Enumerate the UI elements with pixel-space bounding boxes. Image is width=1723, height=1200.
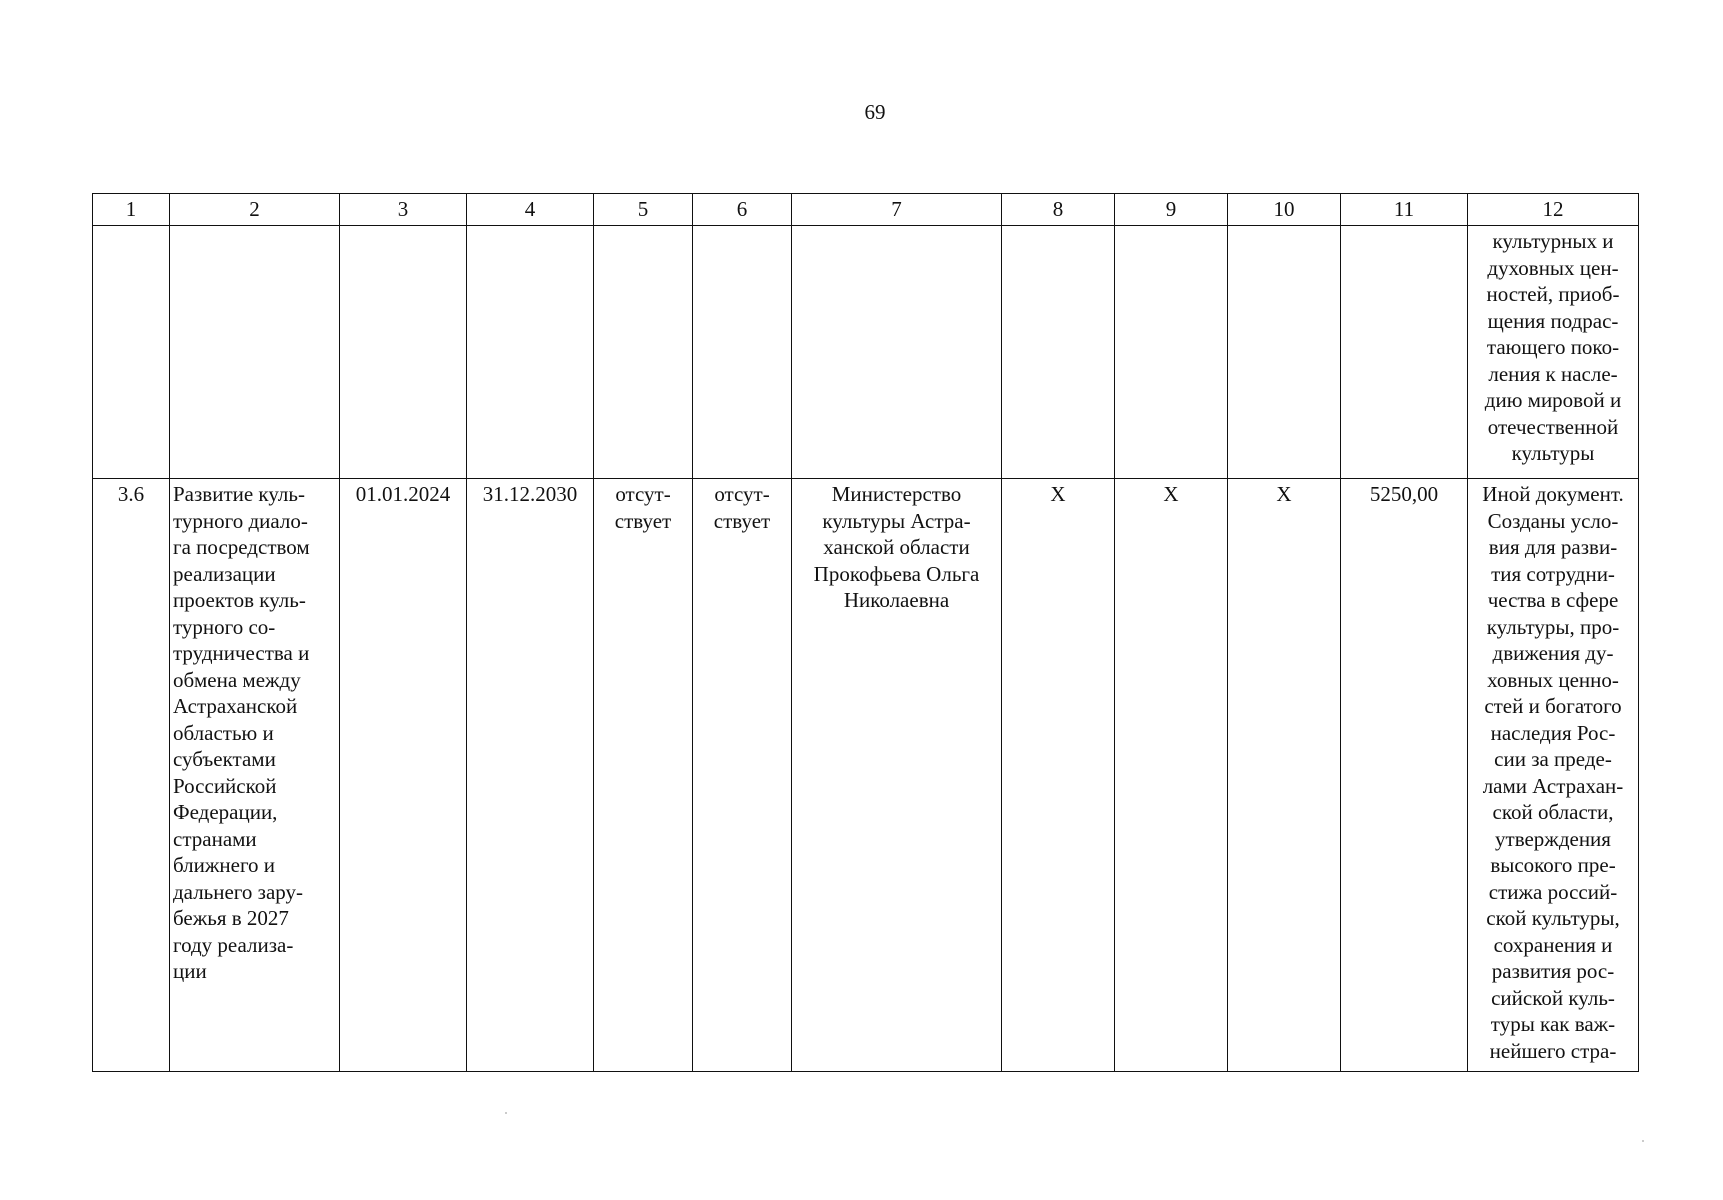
column-number-row: [93, 194, 1639, 226]
empty-cell: [1002, 226, 1115, 479]
empty-cell: [1228, 226, 1341, 479]
column-number: 4: [467, 194, 594, 226]
row-number: 3.6: [117, 482, 145, 506]
col8-cell: [1002, 479, 1115, 1072]
continued-result-text: культурных и духовных цен- ностей, приоб- щения подрас- тающего поко- ления к насле- дию мировой и отечественной культуры: [1484, 229, 1622, 465]
empty-cell: [1115, 226, 1228, 479]
col6-value: отсут- ствует: [713, 482, 771, 533]
empty-cell: [594, 226, 693, 479]
scan-speck: [505, 1112, 507, 1114]
column-number: 10: [1228, 194, 1341, 226]
col9-value: X: [1163, 482, 1179, 506]
column-number: 8: [1002, 194, 1115, 226]
column-number: 12: [1468, 194, 1639, 226]
amount-value: 5250,00: [1369, 482, 1439, 506]
empty-cell: [467, 226, 594, 479]
column-number: 5: [594, 194, 693, 226]
column-number: 1: [93, 194, 170, 226]
amount-cell: [1341, 479, 1468, 1072]
empty-cell: [93, 226, 170, 479]
end-date: 31.12.2030: [482, 482, 578, 506]
col9-cell: [1115, 479, 1228, 1072]
table-row: [93, 479, 1639, 1072]
column-number: 11: [1341, 194, 1468, 226]
col5-cell: [594, 479, 693, 1072]
responsible-text: Министерство культуры Астра- ханской области Прокофьева Ольга Николаевна: [813, 482, 980, 612]
scan-speck: [1642, 1140, 1644, 1142]
empty-cell: [693, 226, 792, 479]
activities-table: [92, 193, 1639, 1072]
column-number: 3: [340, 194, 467, 226]
column-number: 7: [792, 194, 1002, 226]
result-cell: [1468, 479, 1639, 1072]
activity-name: Развитие куль- турного диало- га посредством реализации проектов куль- турного со- трудничества и обмена между Астраханской областью и субъектами Российской Федерации, странами ближнего и дальнего зару- бежья в 2027 году реализа- ции: [173, 482, 310, 983]
continuation-row: [93, 226, 1639, 479]
col10-cell: [1228, 479, 1341, 1072]
col10-value: X: [1276, 482, 1292, 506]
empty-cell: [170, 226, 340, 479]
col8-value: X: [1050, 482, 1066, 506]
page-number: 69: [864, 100, 886, 124]
column-number: 9: [1115, 194, 1228, 226]
empty-cell: [792, 226, 1002, 479]
result-text: Иной документ. Созданы усло- вия для разви- тия сотрудни- чества в сфере культуры, про- движения ду- ховных ценно- стей и богатого наследия Рос- сии за преде- лами Астрахан- ской области, утверждения высокого пре- стижа россий- ской культуры, сохранения и развития рос- сийской куль- туры как важ- нейшего стра-: [1482, 482, 1624, 1063]
start-date: 01.01.2024: [355, 482, 451, 506]
col6-cell: [693, 479, 792, 1072]
continued-result-cell: [1468, 226, 1639, 479]
column-number: 6: [693, 194, 792, 226]
col5-value: отсут- ствует: [614, 482, 672, 533]
row-number-cell: [93, 479, 170, 1072]
empty-cell: [1341, 226, 1468, 479]
empty-cell: [340, 226, 467, 479]
start-date-cell: [340, 479, 467, 1072]
activity-name-cell: [170, 479, 340, 1072]
responsible-cell: [792, 479, 1002, 1072]
column-number: 2: [170, 194, 340, 226]
end-date-cell: [467, 479, 594, 1072]
